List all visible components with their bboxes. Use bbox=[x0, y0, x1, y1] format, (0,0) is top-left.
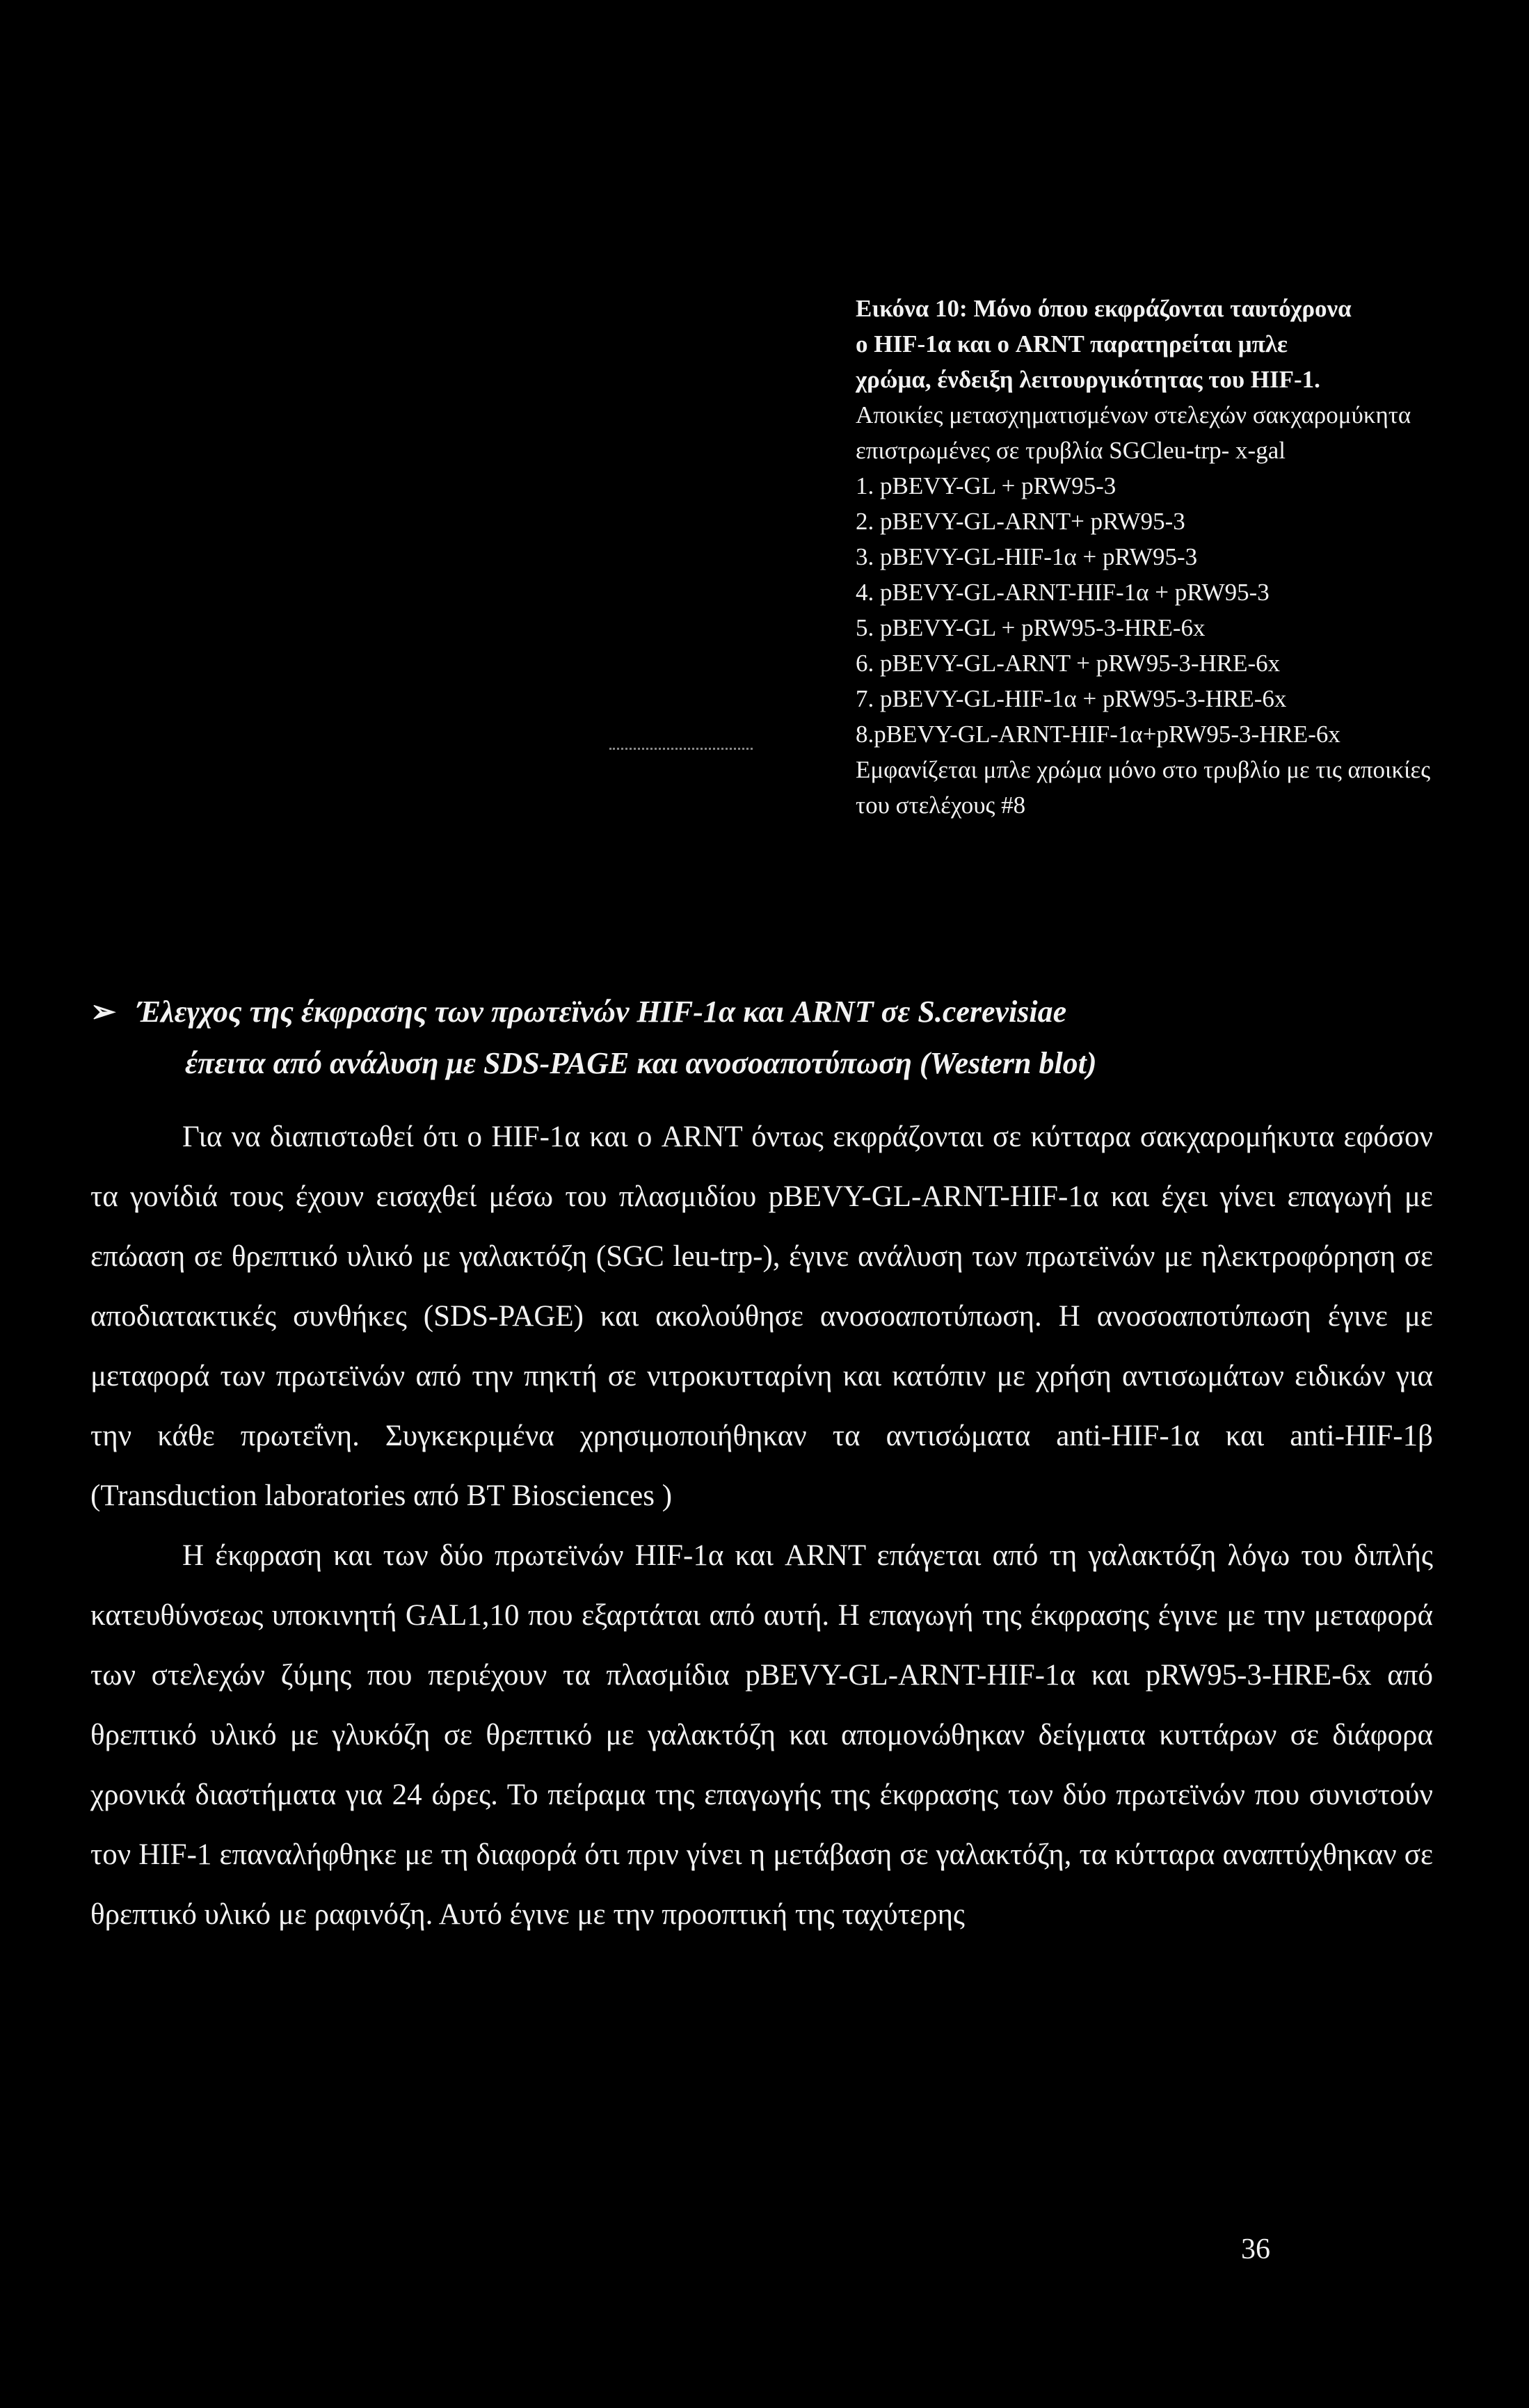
section-heading-line1: Έλεγχος της έκφρασης των πρωτεϊνών HIF-1α και ARNT σε bbox=[136, 995, 918, 1029]
plasmid-list-item: 5. pBEVY-GL + pRW95-3-HRE-6x bbox=[856, 614, 1206, 641]
caption-title-line: ο HIF-1α και ο ARNT παρατηρείται μπλε bbox=[856, 330, 1288, 358]
plasmid-list-item: 2. pBEVY-GL-ARNT+ pRW95-3 bbox=[856, 508, 1185, 535]
body-text bbox=[90, 1107, 1433, 1945]
plasmid-list bbox=[856, 468, 1440, 752]
decorative-dash-mark bbox=[609, 748, 753, 750]
plasmid-list-item: 7. pBEVY-GL-HIF-1α + pRW95-3-HRE-6x bbox=[856, 685, 1287, 712]
plasmid-list-item: 8.pBEVY-GL-ARNT-HIF-1α+pRW95-3-HRE-6x bbox=[856, 721, 1340, 748]
caption-note: Εμφανίζεται μπλε χρώμα μόνο στο τρυβλίο με τις αποικίες του στελέχους #8 bbox=[856, 756, 1431, 819]
page-number: 36 bbox=[1241, 2233, 1270, 2265]
plasmid-list-item: 3. pBEVY-GL-HIF-1α + pRW95-3 bbox=[856, 543, 1198, 570]
caption-description: Αποικίες μετασχηματισμένων στελεχών σακχαρομύκητα επιστρωμένες σε τρυβλία SGCleu-trp- x-gal bbox=[856, 401, 1411, 464]
plasmid-list-item: 4. pBEVY-GL-ARNT-HIF-1α + pRW95-3 bbox=[856, 579, 1270, 606]
plasmid-list-item: 1. pBEVY-GL + pRW95-3 bbox=[856, 472, 1116, 499]
section-heading bbox=[90, 986, 1433, 1089]
body-paragraph: Η έκφραση και των δύο πρωτεϊνών HIF-1α και ARNT επάγεται από τη γαλακτόζη λόγω του διπλής κατευθύνσεως υποκινητή GAL1,10 που εξαρτάται από αυτή. Η επαγωγή της έκφρασης έγινε με την μεταφορά των στελεχών ζύμης που περιέχουν τα πλασμίδια pBEVY-GL-ARNT-HIF-1α και pRW95-3-HRE-6x από θρεπτικό υλικό με γλυκόζη σε θρεπτικό με γαλακτόζη και απομονώθηκαν δείγματα κυττάρων σε διάφορα χρονικά διαστήματα για 24 ώρες. Το πείραμα της επαγωγής της έκφρασης των δύο πρωτεϊνών που συνιστούν τον HIF-1 επαναλήφθηκε με τη διαφορά ότι πριν γίνει η μετάβαση σε γαλακτόζη, τα κύτταρα αναπτύχθηκαν σε θρεπτικό υλικό με ραφινόζη. Αυτό έγινε με την προοπτική της ταχύτερης bbox=[90, 1539, 1433, 1931]
figure-caption-title bbox=[856, 291, 1440, 397]
species-name: S.cerevisiae bbox=[918, 995, 1067, 1029]
caption-title-line: Εικόνα 10: Μόνο όπου εκφράζονται ταυτόχρονα bbox=[856, 295, 1352, 322]
caption-title-line: χρώμα, ένδειξη λειτουργικότητας του HIF-1. bbox=[856, 366, 1320, 393]
section-heading-line2: έπειτα από ανάλυση με SDS-PAGE και ανοσοαποτύπωση (Western blot) bbox=[185, 1046, 1097, 1080]
body-paragraph: Για να διαπιστωθεί ότι ο HIF-1α και ο ARNT όντως εκφράζονται σε κύτταρα σακχαρομήκυτα εφόσον τα γονίδιά τους έχουν εισαχθεί μέσω του πλασμιδίου pBEVY-GL-ARNT-HIF-1α και έχει γίνει επαγωγή με επώαση σε θρεπτικό υλικό με γαλακτόζη (SGC leu-trp-), έγινε ανάλυση των πρωτεϊνών με ηλεκτροφόρηση σε αποδιατακτικές συνθήκες (SDS-PAGE) και ακολούθησε ανοσοαποτύπωση. Η ανοσοαποτύπωση έγινε με μεταφορά των πρωτεϊνών από την πηκτή σε νιτροκυτταρίνη και κατόπιν με χρήση αντισωμάτων ειδικών για την κάθε πρωτεΐνη. Συγκεκριμένα χρησιμοποιήθηκαν τα αντισώματα anti-HIF-1α και anti-HIF-1β (Transduction laboratories από BT Biosciences ) bbox=[90, 1121, 1433, 1512]
figure-caption bbox=[856, 291, 1440, 823]
plasmid-list-item: 6. pBEVY-GL-ARNT + pRW95-3-HRE-6x bbox=[856, 650, 1281, 677]
arrow-bullet-icon: ➢ bbox=[90, 995, 116, 1029]
